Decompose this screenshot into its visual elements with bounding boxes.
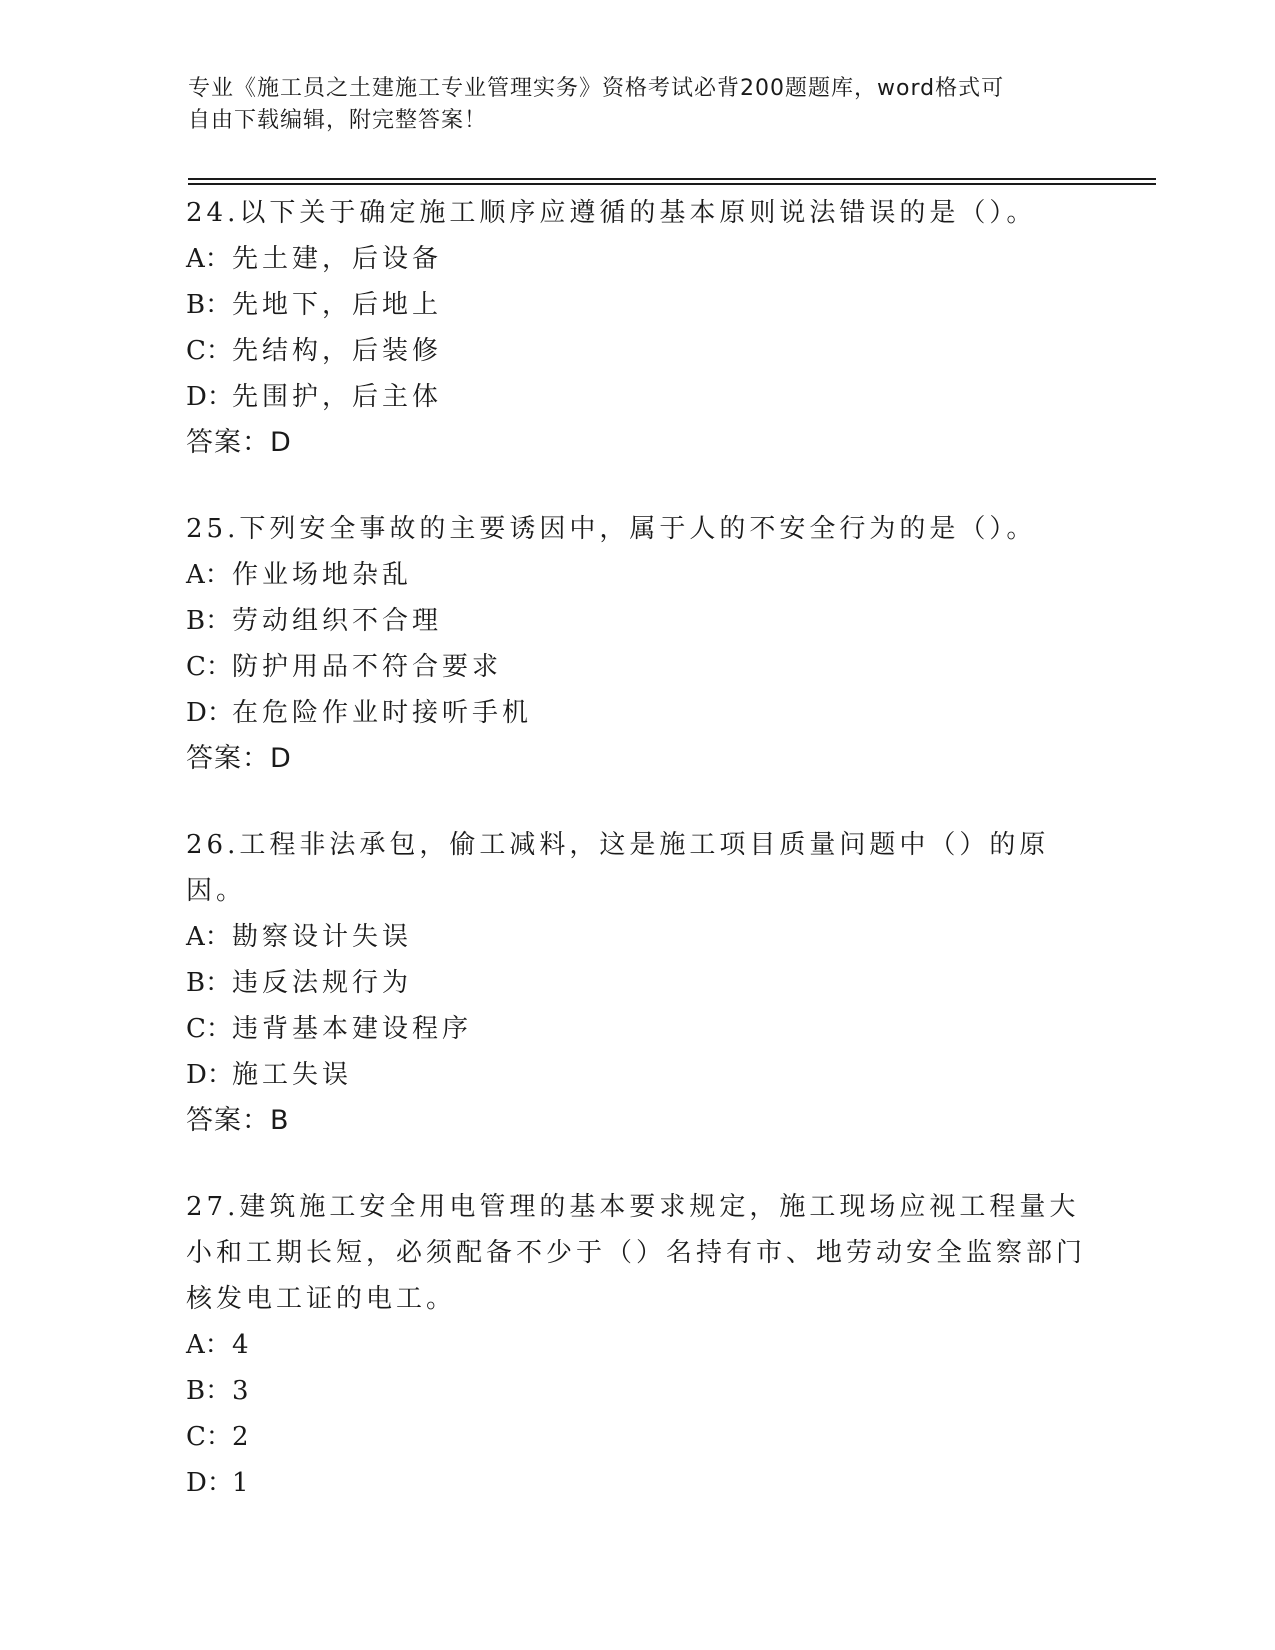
- option-text: 3: [232, 1376, 253, 1406]
- option-letter: C：: [186, 1014, 232, 1044]
- option-text: 劳动组织不合理: [232, 606, 443, 636]
- option-letter: A：: [186, 1330, 231, 1360]
- option-text: 防护用品不符合要求: [232, 652, 503, 682]
- option-c: [186, 644, 1086, 690]
- question-26: [186, 822, 1086, 1144]
- option-d: [186, 690, 1086, 736]
- option-text: 4: [232, 1330, 253, 1360]
- option-text: 违反法规行为: [232, 968, 413, 998]
- document-header: 专业《施工员之土建施工专业管理实务》资格考试必背200题题库，word格式可 自由下载编辑，附完整答案！: [188, 76, 1005, 133]
- option-letter: C：: [186, 652, 232, 682]
- option-a: [186, 1322, 1086, 1368]
- answer-line: 答案：B: [186, 1105, 290, 1136]
- option-b: [186, 282, 1086, 328]
- option-text: 违背基本建设程序: [232, 1014, 473, 1044]
- option-a: [186, 236, 1086, 282]
- option-text: 作业场地杂乱: [232, 560, 413, 590]
- header-divider-top: [188, 178, 1156, 180]
- question-stem: 25.下列安全事故的主要诱因中，属于人的不安全行为的是（）。: [186, 514, 1037, 544]
- option-letter: D：: [186, 698, 233, 728]
- option-d: [186, 1052, 1086, 1098]
- question-24: [186, 190, 1086, 466]
- option-letter: B：: [186, 606, 232, 636]
- option-b: [186, 960, 1086, 1006]
- question-25: [186, 506, 1086, 782]
- option-d: [186, 1460, 1086, 1506]
- option-a: [186, 552, 1086, 598]
- option-text: 施工失误: [232, 1060, 353, 1090]
- option-letter: A：: [186, 560, 231, 590]
- option-text: 勘察设计失误: [232, 922, 413, 952]
- option-b: [186, 598, 1086, 644]
- answer-line: 答案：D: [186, 427, 292, 458]
- option-text: 先结构，后装修: [232, 336, 443, 366]
- option-text: 先围护，后主体: [232, 382, 443, 412]
- option-letter: C：: [186, 336, 232, 366]
- header-divider-bottom: [188, 183, 1156, 185]
- option-letter: B：: [186, 290, 232, 320]
- option-a: [186, 914, 1086, 960]
- option-c: [186, 1414, 1086, 1460]
- option-letter: D：: [186, 382, 233, 412]
- option-text: 先地下，后地上: [232, 290, 443, 320]
- option-c: [186, 1006, 1086, 1052]
- option-d: [186, 374, 1086, 420]
- option-letter: B：: [186, 1376, 232, 1406]
- option-letter: A：: [186, 244, 231, 274]
- question-list: [186, 190, 1086, 1546]
- option-letter: D：: [186, 1060, 233, 1090]
- question-stem: 27.建筑施工安全用电管理的基本要求规定，施工现场应视工程量大小和工期长短，必须配备不少于（）名持有市、地劳动安全监察部门核发电工证的电工。: [186, 1192, 1087, 1314]
- option-b: [186, 1368, 1086, 1414]
- question-stem: 24.以下关于确定施工顺序应遵循的基本原则说法错误的是（）。: [186, 198, 1037, 228]
- option-letter: C：: [186, 1422, 232, 1452]
- question-stem: 26.工程非法承包，偷工减料，这是施工项目质量问题中（）的原因。: [186, 830, 1050, 906]
- question-27: [186, 1184, 1086, 1506]
- option-letter: D：: [186, 1468, 233, 1498]
- option-text: 1: [232, 1468, 253, 1498]
- option-letter: A：: [186, 922, 231, 952]
- option-text: 2: [232, 1422, 253, 1452]
- option-text: 先土建，后设备: [232, 244, 443, 274]
- option-letter: B：: [186, 968, 232, 998]
- option-c: [186, 328, 1086, 374]
- answer-line: 答案：D: [186, 743, 292, 774]
- option-text: 在危险作业时接听手机: [232, 698, 533, 728]
